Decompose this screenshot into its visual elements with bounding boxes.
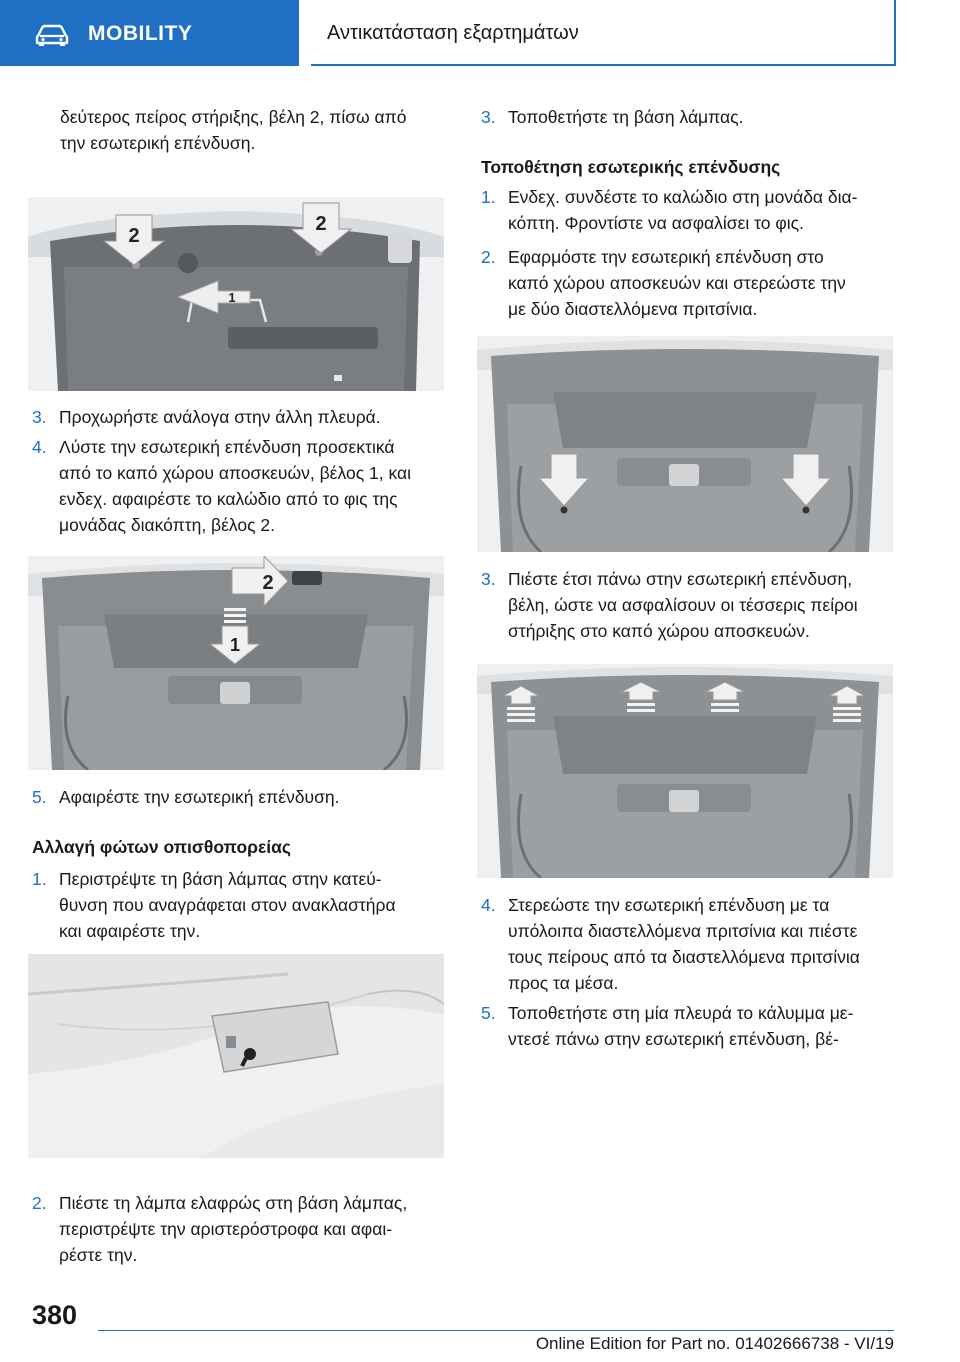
- step-number: 3.: [481, 569, 496, 589]
- step-text: Στερεώστε την εσωτερική επένδυση με τα: [508, 895, 830, 915]
- step-number: 1.: [32, 869, 47, 889]
- step-text: τους πείρους από τα διαστελλόμενα πριτσίνια: [508, 947, 860, 967]
- step-text: Λύστε την εσωτερική επένδυση προσεκτικά: [59, 437, 395, 457]
- figure-trim-fitting: [477, 336, 893, 552]
- step-text: Εφαρμόστε την εσωτερική επένδυση στο: [508, 247, 824, 267]
- step-text: μονάδας διακόπτη, βέλος 2.: [59, 515, 276, 535]
- car-icon: [34, 24, 70, 51]
- fig1-label: 2: [315, 213, 327, 235]
- step-number: 2.: [32, 1193, 47, 1213]
- step-text: Πιέστε τη λάμπα ελαφρώς στη βάση λάμπας,: [59, 1193, 408, 1213]
- page-number: 380: [32, 1300, 78, 1330]
- step-text: ενδεχ. αφαιρέστε το καλώδιο από το φις της: [59, 489, 398, 509]
- step-text: προς τα μέσα.: [508, 973, 619, 993]
- step-text: θυνση που αναγράφεται στον ανακλαστήρα: [59, 895, 396, 915]
- step-text: Πιέστε έτσι πάνω στην εσωτερική επένδυση,: [508, 569, 853, 589]
- step-text: από το καπό χώρου αποσκευών, βέλος 1, και: [59, 463, 411, 483]
- fig1-label: 2: [128, 225, 140, 247]
- step-text: και αφαιρέστε την.: [59, 921, 201, 941]
- footer-divider: [98, 1330, 894, 1331]
- fig2-label: 2: [262, 572, 274, 594]
- step-text: Τοποθετήστε στη μία πλευρά το κάλυμμα με-: [508, 1003, 854, 1023]
- section-label: MOBILITY: [88, 22, 193, 45]
- step-text: καπό χώρου αποσκευών και στερεώστε την: [508, 273, 846, 293]
- step-text: Τοποθετήστε τη βάση λάμπας.: [508, 107, 744, 127]
- chapter-title: Αντικατάσταση εξαρτημάτων: [327, 22, 579, 44]
- step-number: 3.: [32, 407, 47, 427]
- figure-trunk-trim-release: [28, 556, 444, 770]
- step-text: Ενδεχ. συνδέστε το καλώδιο στη μονάδα δια-: [508, 187, 858, 207]
- intro-paragraph: [60, 104, 406, 156]
- step-number: 1.: [481, 187, 496, 207]
- step-text: βέλη, ώστε να ασφαλίσουν οι τέσσερις πείροι: [508, 595, 858, 615]
- step-text: ρέστε την.: [59, 1245, 138, 1265]
- fig2-label: 1: [229, 635, 241, 655]
- step-text: κόπτη. Φροντίστε να ασφαλίσει το φις.: [508, 213, 804, 233]
- step-text: Αφαιρέστε την εσωτερική επένδυση.: [59, 787, 340, 807]
- step-number: 4.: [481, 895, 496, 915]
- section-heading: Τοποθέτηση εσωτερικής επένδυσης: [481, 157, 781, 177]
- step-number: 5.: [32, 787, 47, 807]
- chapter-title-box: [311, 0, 896, 66]
- page-header: [0, 0, 960, 66]
- intro-line: την εσωτερική επένδυση.: [60, 133, 256, 153]
- step-number: 5.: [481, 1003, 496, 1023]
- step-text: περιστρέψτε την αριστερόστροφα και αφαι-: [59, 1219, 393, 1239]
- step-number: 3.: [481, 107, 496, 127]
- step-text: στήριξης στο καπό χώρου αποσκευών.: [508, 621, 810, 641]
- step-text: ντεσέ πάνω στην εσωτερική επένδυση, βέ-: [508, 1029, 839, 1049]
- step-text: Προχωρήστε ανάλογα στην άλλη πλευρά.: [59, 407, 381, 427]
- fig1-label: 1: [228, 290, 236, 305]
- step-number: 2.: [481, 247, 496, 267]
- step-text: με δύο διαστελλόμενα πριτσίνια.: [508, 299, 758, 319]
- step-number: 4.: [32, 437, 47, 457]
- edition-text: Online Edition for Part no. 01402666738 - VI/19: [535, 1334, 894, 1353]
- section-tab: [0, 0, 299, 66]
- figure-lamp-socket: [28, 954, 444, 1158]
- intro-line: δεύτερος πείρος στήριξης, βέλη 2, πίσω από: [60, 107, 407, 127]
- step-text: Περιστρέψτε τη βάση λάμπας στην κατεύ-: [59, 869, 382, 889]
- step-text: υπόλοιπα διαστελλόμενα πριτσίνια και πιέστε: [508, 921, 858, 941]
- section-heading: Αλλαγή φώτων οπισθοπορείας: [32, 837, 291, 857]
- figure-trunk-lid-pins: [28, 197, 444, 391]
- figure-trim-press: [477, 664, 893, 878]
